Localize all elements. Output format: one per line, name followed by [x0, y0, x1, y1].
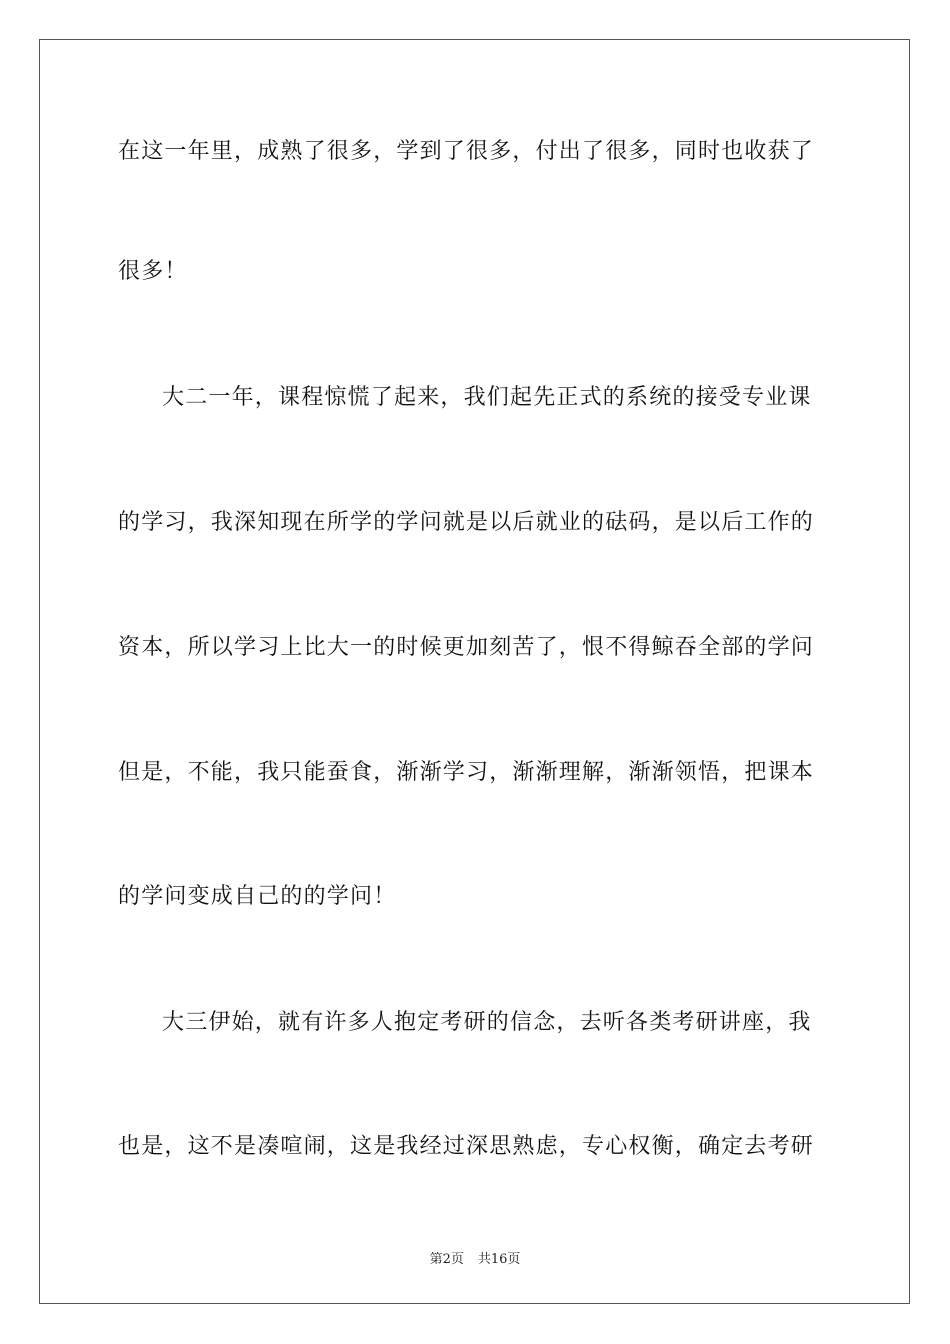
- page-total: 共16页: [477, 1252, 521, 1267]
- body-line-5: 资本，所以学习上比大一的时候更加刻苦了，恨不得鲸吞全部的学问: [118, 635, 815, 660]
- body-line-1: 在这一年里，成熟了很多，学到了很多，付出了很多，同时也收获了: [118, 139, 815, 164]
- page-footer: [0, 1248, 950, 1267]
- body-line-8: 大三伊始，就有许多人抱定考研的信念，去听各类考研讲座，我: [162, 1010, 812, 1035]
- body-line-3: 大二一年，课程惊慌了起来，我们起先正式的系统的接受专业课: [162, 385, 812, 410]
- body-line-4: 的学习，我深知现在所学的学问就是以后就业的砝码，是以后工作的: [118, 510, 815, 535]
- page-border: [39, 39, 910, 1304]
- page-number: 第2页: [429, 1252, 464, 1267]
- body-line-9: 也是，这不是凑喧闹，这是我经过深思熟虑，专心权衡，确定去考研: [118, 1134, 815, 1159]
- body-line-7: 的学问变成自己的的学问！: [118, 884, 397, 909]
- body-line-6: 但是，不能，我只能蚕食，渐渐学习，渐渐理解，渐渐领悟，把课本: [118, 760, 815, 785]
- body-line-2: 很多！: [118, 259, 188, 284]
